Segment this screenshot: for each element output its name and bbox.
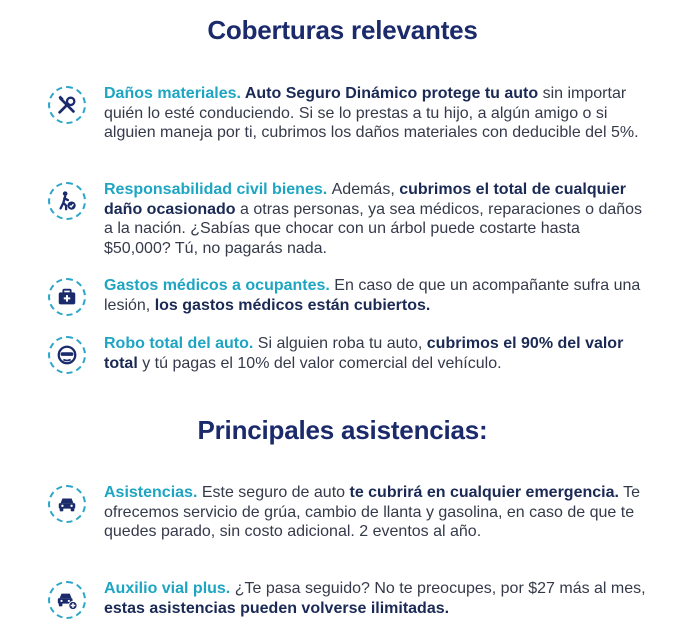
coverage-text	[104, 180, 648, 258]
tools-icon	[48, 86, 86, 124]
text-normal: a otras personas, ya sea médicos, reparaciones o daños a la nación. ¿Sabías que chocar con un árbol puede costarte hasta $50,000? Tú, no pagarás nada.	[104, 200, 643, 257]
text-bold: Auto Seguro Dinámico protege tu auto	[244, 85, 539, 102]
medical-kit-icon	[48, 278, 86, 316]
section-title-coberturas: Coberturas relevantes	[207, 15, 478, 45]
thief-icon	[48, 336, 86, 374]
text-normal: ¿Te pasa seguido? No te preocupes, por $27 más al mes,	[234, 580, 646, 597]
coverage-heading: Responsabilidad civil bienes.	[104, 181, 332, 198]
text-normal: Si alguien roba tu auto,	[257, 335, 427, 352]
text-normal: Este seguro de auto	[201, 484, 350, 501]
text-normal: sin importar quién lo esté conduciendo. Si se lo prestas a tu hijo, a algún amigo o si alguien maneja por ti, cubrimos los daños materiales con deducible del 5%.	[104, 85, 639, 141]
text-normal: En caso de que un acompañante sufra una lesión,	[104, 277, 641, 314]
coverage-item-responsabilidad	[48, 180, 648, 258]
coverage-heading: Robo total del auto.	[104, 335, 258, 352]
text-normal: Te ofrecemos servicio de grúa, cambio de llanta y gasolina, en caso de que te quedes parado, sin costo adicional. 2 eventos al año.	[104, 484, 640, 540]
car-plus-icon	[48, 581, 86, 619]
person-walking-icon	[48, 182, 86, 220]
coverage-item-gastos-medicos	[48, 276, 648, 315]
assistance-item-asistencias	[48, 483, 648, 542]
coverage-heading: Gastos médicos a ocupantes.	[104, 277, 335, 294]
assistance-text	[104, 483, 648, 542]
car-icon	[48, 485, 86, 523]
text-bold: los gastos médicos están cubiertos.	[154, 296, 431, 314]
assistance-text	[104, 579, 648, 618]
section-title-asistencias: Principales asistencias:	[197, 415, 488, 445]
text-bold: cubrimos el 90% del valor total	[104, 335, 624, 372]
coverage-heading: Daños materiales.	[104, 85, 245, 102]
assistance-heading: Auxilio vial plus.	[104, 580, 235, 597]
coverage-item-danos	[48, 84, 648, 143]
assistance-item-auxilio-vial	[48, 579, 648, 618]
coverage-text	[104, 334, 648, 373]
text-normal: Además,	[331, 181, 400, 198]
coverage-item-robo	[48, 334, 648, 373]
text-bold: te cubrirá en cualquier emergencia.	[349, 484, 619, 501]
text-bold: cubrimos el total de cualquier daño ocasionado	[104, 181, 626, 218]
text-bold: estas asistencias pueden volverse ilimitadas.	[104, 599, 450, 617]
coverage-text	[104, 84, 648, 143]
text-normal: y tú pagas el 10% del valor comercial del vehículo.	[137, 354, 502, 372]
coverage-text	[104, 276, 648, 315]
assistance-heading: Asistencias.	[104, 484, 202, 501]
